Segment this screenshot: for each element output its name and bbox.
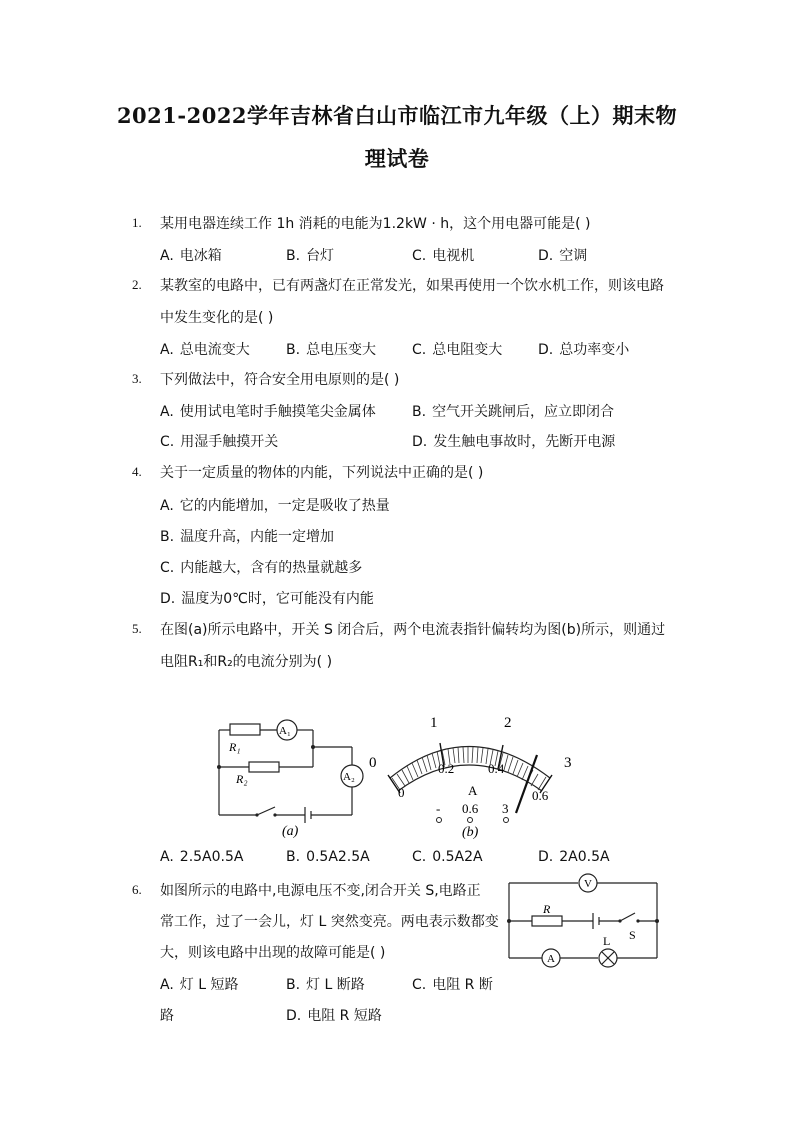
question-stem-line1: 某教室的电路中，已有两盏灯在正常发光，如果再使用一个饮水机工作，则该电路: [160, 278, 664, 294]
option-a: A. 使用试电笔时手触摸笔尖金属体: [160, 404, 376, 420]
option-d: D. 温度为0℃时，它可能没有内能: [160, 591, 374, 607]
question-number: 3.: [132, 371, 142, 386]
option-b: B. 空气开关跳闸后，应立即闭合: [412, 404, 615, 420]
option-a: A. 2.5A0.5A: [160, 849, 244, 865]
scale-bottom-3: 0.6: [532, 788, 549, 803]
resistor-r1: [230, 724, 260, 735]
resistor: [532, 916, 562, 926]
question-stem: 下列做法中，符合安全用电原则的是( ): [160, 372, 400, 388]
terminal-posts: [437, 818, 509, 823]
option-b: B. 台灯: [286, 248, 335, 264]
option-c: C. 0.5A2A: [412, 849, 483, 865]
option-b: B. 灯 L 断路: [286, 977, 365, 993]
paper-title-line1: 2021-2022学年吉林省白山市临江市九年级（上）期末物: [116, 103, 678, 128]
label-s: S: [629, 928, 636, 942]
option-c: C. 总电阻变大: [412, 342, 503, 358]
option-d: D. 2A0.5A: [538, 849, 610, 865]
option-d: D. 电阻 R 短路: [286, 1008, 382, 1024]
option-d: D. 总功率变小: [538, 342, 630, 358]
ammeter-dial-figure-b: [360, 705, 590, 845]
option-c: C. 内能越大，含有的热量就越多: [160, 560, 363, 576]
option-c-continued: 路: [160, 1008, 174, 1024]
terminal-0-6: 0.6: [462, 801, 479, 816]
scale-top-2: 2: [504, 715, 512, 731]
caption-a: (a): [282, 824, 299, 839]
scale-bottom-2: 0.4: [488, 761, 505, 776]
option-c: C. 用湿手触摸开关: [160, 434, 279, 450]
terminal-minus: -: [436, 801, 441, 816]
scale-bottom-1: 0.2: [438, 761, 455, 776]
label-l: L: [603, 934, 611, 948]
option-a: A. 总电流变大: [160, 342, 250, 358]
question-number: 2.: [132, 277, 142, 292]
label-r: R: [543, 902, 551, 916]
question-number: 5.: [132, 621, 142, 636]
label-a2: A₂: [343, 771, 355, 783]
question-stem-line2: 电阻R₁和R₂的电流分别为( ): [160, 654, 333, 670]
option-b: B. 总电压变大: [286, 342, 377, 358]
label-r1: R₁: [229, 740, 241, 754]
dial-unit: A: [468, 783, 478, 798]
label-a: A: [547, 953, 555, 965]
paper-title-line2: 理试卷: [364, 146, 430, 171]
question-stem-line2: 中发生变化的是( ): [160, 310, 274, 326]
switch: [620, 913, 635, 921]
question-stem-line3: 大，则该电路中出现的故障可能是( ): [160, 945, 386, 961]
option-a: A. 电冰箱: [160, 248, 222, 264]
label-a1: A₁: [279, 725, 291, 737]
circuit-figure-q6: [505, 873, 660, 973]
question-stem: 关于一定质量的物体的内能，下列说法中正确的是( ): [160, 465, 484, 481]
caption-b: (b): [462, 825, 479, 840]
option-c: C. 电视机: [412, 248, 475, 264]
question-stem-line1: 在图(a)所示电路中，开关 S 闭合后，两个电流表指针偏转均为图(b)所示，则通过: [160, 622, 666, 638]
circuit-figure-a: [205, 705, 375, 845]
option-b: B. 温度升高，内能一定增加: [160, 529, 335, 545]
terminal-3: 3: [502, 801, 509, 816]
label-v: V: [584, 878, 592, 890]
option-d: D. 发生触电事故时，先断开电源: [412, 434, 616, 450]
scale-top-0: 0: [369, 755, 377, 771]
dial-needle: [516, 755, 537, 813]
option-a: A. 灯 L 短路: [160, 977, 239, 993]
scale-top-1: 1: [430, 715, 438, 731]
question-stem-line2: 常工作，过了一会儿，灯 L 突然变亮。两电表示数都变: [160, 914, 499, 930]
option-d: D. 空调: [538, 248, 588, 264]
question-number: 4.: [132, 464, 142, 479]
option-a: A. 它的内能增加，一定是吸收了热量: [160, 498, 390, 514]
label-r2: R₂: [236, 772, 248, 786]
resistor-r2: [249, 762, 279, 772]
question-number: 1.: [132, 215, 142, 230]
question-stem: 某用电器连续工作 1h 消耗的电能为1.2kW · h，这个用电器可能是( ): [160, 216, 591, 232]
question-number: 6.: [132, 882, 142, 897]
option-c: C. 电阻 R 断: [412, 977, 493, 993]
option-b: B. 0.5A2.5A: [286, 849, 370, 865]
switch: [257, 807, 275, 815]
scale-top-3: 3: [564, 755, 572, 771]
question-stem-line1: 如图所示的电路中,电源电压不变,闭合开关 S,电路正: [160, 883, 481, 899]
scale-bottom-0: 0: [398, 785, 405, 800]
